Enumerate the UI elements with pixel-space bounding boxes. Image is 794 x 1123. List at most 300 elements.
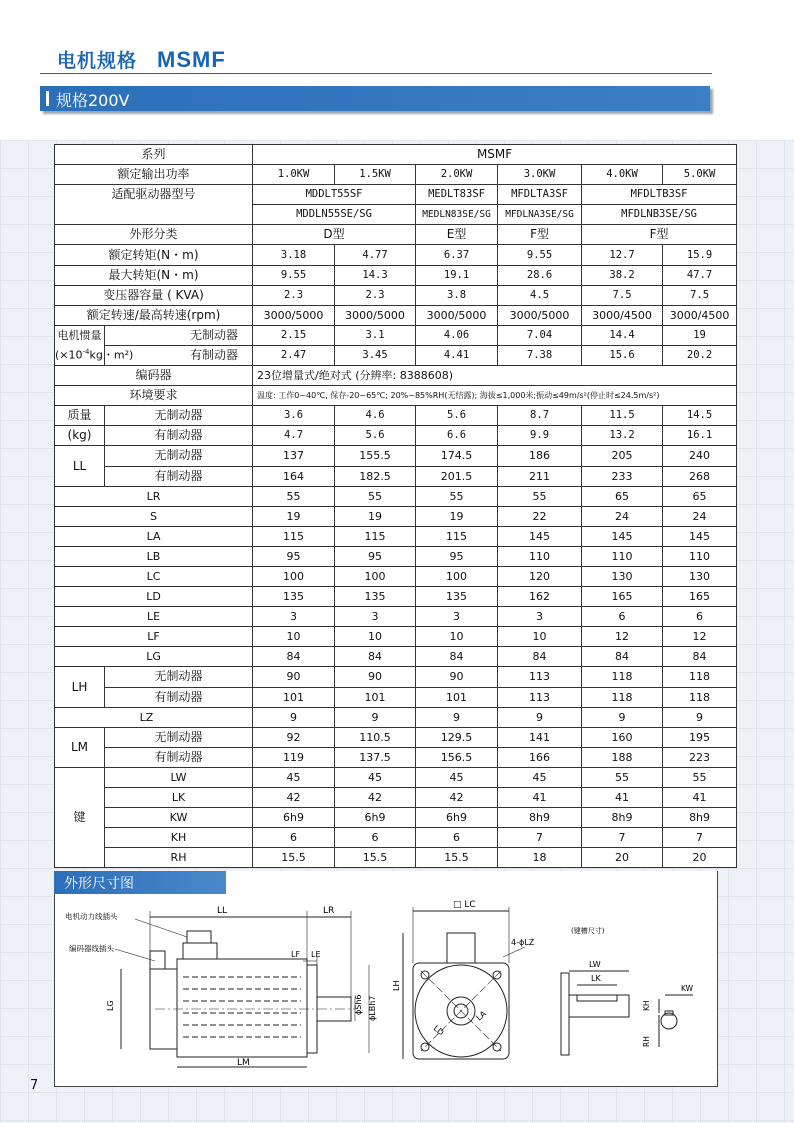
lh-nb-cell: 118 [582,667,663,687]
lz-cell: 9 [663,707,737,727]
dim-cell: 55 [253,486,335,506]
lh-wb-cell: 101 [416,687,498,707]
lh-wb-cell: 101 [253,687,335,707]
mass-with-brake-label: 有制动器 [105,426,253,446]
key-cell: 55 [663,767,737,787]
row-dim-la [55,526,737,546]
row-series [55,145,737,165]
key-cell: 45 [335,767,416,787]
key-cell: 20 [582,848,663,868]
mass-nb-cell: 14.5 [663,406,737,426]
row-shape [55,225,737,245]
ll-nb-cell: 205 [582,446,663,466]
inertia-nb-cell: 19 [663,325,737,345]
rated-torque-cell: 12.7 [582,245,663,265]
dim-label: LG [55,647,253,667]
inertia-wb-cell: 7.38 [498,345,582,365]
kva-cell: 7.5 [582,285,663,305]
dim-cell: 3 [253,607,335,627]
inertia-nb-cell: 7.04 [498,325,582,345]
mass-nb-cell: 4.6 [335,406,416,426]
inertia-wb-cell: 2.47 [253,345,335,365]
lm-with-brake-label: 有制动器 [105,747,253,767]
shape-label: 外形分类 [55,225,253,245]
lz-cell: 9 [582,707,663,727]
dim-cell: 10 [416,627,498,647]
dimension-drawing-area [54,871,718,1087]
dim-cell: 6 [582,607,663,627]
dim-cell: 84 [582,647,663,667]
ll-nb-cell: 240 [663,446,737,466]
driver-e-2: MEDLN83SE/SG [416,205,498,225]
mass-nb-cell: 3.6 [253,406,335,426]
dim-cell: 19 [416,506,498,526]
la-dim-label: LA [474,1009,489,1023]
lb-dim-label: ϕLBh7 [368,995,377,1021]
ll-label: LL [55,446,105,486]
key-cell: 6 [335,828,416,848]
mass-nb-cell: 5.6 [416,406,498,426]
lz-cell: 9 [253,707,335,727]
row-key-kw [55,808,737,828]
rated-torque-cell: 9.55 [498,245,582,265]
series-value: MSMF [253,145,737,165]
ll-wb-cell: 201.5 [416,466,498,486]
inertia-nb-cell: 3.1 [335,325,416,345]
speed-cell: 3000/5000 [335,305,416,325]
s-dim-label: ϕSh6 [354,994,363,1015]
dim-cell: 84 [498,647,582,667]
dim-cell: 84 [663,647,737,667]
row-mass-wb [55,426,737,446]
keyway [577,995,617,1001]
lm-nb-cell: 92 [253,727,335,747]
lh-wb-cell: 118 [663,687,737,707]
dim-cell: 130 [582,566,663,586]
key-cell: 6h9 [253,808,335,828]
row-inertia-nb [55,325,737,345]
dim-cell: 110 [582,546,663,566]
dim-cell: 162 [498,587,582,607]
dim-cell: 100 [253,566,335,586]
row-dim-lg [55,647,737,667]
lh-with-brake-label: 有制动器 [105,687,253,707]
inertia-wb-cell: 4.41 [416,345,498,365]
kva-label: 变压器容量 ( KVA) [55,285,253,305]
ll-nb-cell: 155.5 [335,446,416,466]
ll-wb-cell: 268 [663,466,737,486]
section-marker [46,91,49,106]
dim-cell: 84 [416,647,498,667]
dim-cell: 84 [335,647,416,667]
row-encoder [55,366,737,386]
row-key-kh [55,828,737,848]
lz-cell: 9 [335,707,416,727]
key-dim-label: KH [105,828,253,848]
kva-cell: 7.5 [663,285,737,305]
dim-cell: 130 [663,566,737,586]
key-label: 键 [55,767,105,867]
lk-dim-label: LK [591,974,601,983]
key-dim-label: KW [105,808,253,828]
power-connector [183,943,217,959]
key-cell: 6h9 [335,808,416,828]
power-cell: 1.0KW [253,165,335,185]
key-cell: 8h9 [498,808,582,828]
mass-wb-cell: 5.6 [335,426,416,446]
dim-label: LB [55,546,253,566]
dim-cell: 55 [416,486,498,506]
power-connector-cap [187,931,211,943]
power-cell: 5.0KW [663,165,737,185]
max-torque-cell: 9.55 [253,265,335,285]
dim-label: LF [55,627,253,647]
lh-nb-cell: 118 [663,667,737,687]
key-flange [561,973,569,1055]
row-dim-lf [55,627,737,647]
mass-label-2: (kg) [55,426,105,446]
row-lm-wb [55,747,737,767]
dim-cell: 55 [498,486,582,506]
kw-dim-label: KW [681,984,694,993]
dim-cell: 3 [335,607,416,627]
row-kva [55,285,737,305]
section-title: 规格200V [56,91,130,110]
key-cell: 8h9 [663,808,737,828]
lh-dim-label: LH [392,980,401,991]
shape-d: D型 [253,225,416,245]
speed-cell: 3000/5000 [253,305,335,325]
inertia-no-brake-label: 无制动器 [105,325,253,345]
lm-nb-cell: 129.5 [416,727,498,747]
inertia-unit-b: kg・m²) [89,348,134,362]
ll-nb-cell: 174.5 [416,446,498,466]
ll-wb-cell: 164 [253,466,335,486]
inertia-label-2 [55,344,134,364]
key-cell: 41 [582,788,663,808]
dim-cell: 115 [253,526,335,546]
dim-label: LE [55,607,253,627]
key-cell: 8h9 [582,808,663,828]
lz-label: LZ [55,707,253,727]
kh-dim-label: KH [642,1000,651,1011]
mass-wb-cell: 9.9 [498,426,582,446]
ll-nb-cell: 186 [498,446,582,466]
ll-wb-cell: 233 [582,466,663,486]
mass-label-1: 质量 [55,406,105,426]
lh-nb-cell: 90 [416,667,498,687]
key-cell: 15.5 [253,848,335,868]
ll-with-brake-label: 有制动器 [105,466,253,486]
dim-cell: 24 [582,506,663,526]
row-dim-s [55,506,737,526]
ll-no-brake-label: 无制动器 [105,446,253,466]
lh-label: LH [55,667,105,707]
driver-label: 适配驱动器型号 [55,185,253,225]
lw-dim-label: LW [589,960,601,969]
inertia-nb-cell: 2.15 [253,325,335,345]
dim-label: LA [55,526,253,546]
dim-cell: 12 [582,627,663,647]
driver-e-1: MEDLT83SF [416,185,498,205]
rated-torque-cell: 6.37 [416,245,498,265]
dim-cell: 165 [582,587,663,607]
rated-torque-cell: 4.77 [335,245,416,265]
dim-cell: 120 [498,566,582,586]
ll-wb-cell: 211 [498,466,582,486]
row-key-rh [55,848,737,868]
driver-f3-1: MFDLTA3SF [498,185,582,205]
dim-cell: 135 [335,587,416,607]
key-cell: 7 [498,828,582,848]
dim-label: S [55,506,253,526]
dim-cell: 10 [498,627,582,647]
row-lh-nb [55,667,737,687]
key-dim-label: LK [105,788,253,808]
mass-wb-cell: 4.7 [253,426,335,446]
env-label: 环境要求 [55,386,253,406]
key-cell: 42 [335,788,416,808]
inertia-wb-cell: 15.6 [582,345,663,365]
dim-cell: 145 [663,526,737,546]
key-cell: 42 [416,788,498,808]
dimension-drawing [55,871,717,1086]
dim-cell: 22 [498,506,582,526]
max-torque-cell: 28.6 [498,265,582,285]
key-dim-label: RH [105,848,253,868]
lm-no-brake-label: 无制动器 [105,727,253,747]
ll-wb-cell: 182.5 [335,466,416,486]
lh-wb-cell: 118 [582,687,663,707]
rated-torque-cell: 3.18 [253,245,335,265]
speed-label: 额定转速/最高转速(rpm) [55,305,253,325]
ll-dim-label: LL [217,906,228,916]
power-cell: 2.0KW [416,165,498,185]
speed-cell: 3000/4500 [582,305,663,325]
driver-f45-1: MFDLTB3SF [582,185,737,205]
key-cell: 7 [582,828,663,848]
speed-cell: 3000/5000 [416,305,498,325]
driver-f45-2: MFDLNB3SE/SG [582,205,737,225]
row-dim-lr [55,486,737,506]
kva-cell: 2.3 [253,285,335,305]
dim-cell: 12 [663,627,737,647]
mass-wb-cell: 16.1 [663,426,737,446]
motor-body [177,959,307,1057]
dim-cell: 95 [335,546,416,566]
key-cell: 45 [498,767,582,787]
row-dim-lc [55,566,737,586]
shape-f45: F型 [582,225,737,245]
row-key-lw [55,767,737,787]
inertia-unit-a: (×10 [55,348,83,362]
inertia-unit-sup: -4 [82,347,90,356]
dim-cell: 19 [253,506,335,526]
lm-nb-cell: 160 [582,727,663,747]
row-lm-nb [55,727,737,747]
lm-nb-cell: 141 [498,727,582,747]
kva-cell: 3.8 [416,285,498,305]
section-bar [40,86,710,111]
drawing-title-tab [54,871,226,894]
page-title-text: 电机规格 [57,50,138,72]
mass-no-brake-label: 无制动器 [105,406,253,426]
rated-torque-cell: 15.9 [663,245,737,265]
power-cell: 1.5KW [335,165,416,185]
row-ll-wb [55,466,737,486]
spec-table [54,144,737,868]
dim-cell: 135 [253,587,335,607]
row-dim-le [55,607,737,627]
driver-d-2: MDDLN55SE/SG [253,205,416,225]
row-speed [55,305,737,325]
dim-cell: 55 [335,486,416,506]
lm-nb-cell: 195 [663,727,737,747]
row-inertia-wb [55,345,737,365]
max-torque-cell: 19.1 [416,265,498,285]
key-cell: 7 [663,828,737,848]
inertia-label [55,325,134,365]
lm-wb-cell: 156.5 [416,747,498,767]
page-title-model: MSMF [157,47,226,72]
dim-cell: 145 [582,526,663,546]
kva-cell: 4.5 [498,285,582,305]
key-dim-label: LW [105,767,253,787]
rh-dim-label: RH [642,1036,651,1047]
dim-label: LR [55,486,253,506]
dim-cell: 115 [335,526,416,546]
lm-wb-cell: 137.5 [335,747,416,767]
speed-cell: 3000/5000 [498,305,582,325]
kva-cell: 2.3 [335,285,416,305]
lm-wb-cell: 188 [582,747,663,767]
lm-wb-cell: 223 [663,747,737,767]
key-cell: 55 [582,767,663,787]
dim-cell: 110 [498,546,582,566]
key-cell: 18 [498,848,582,868]
key-cell: 41 [663,788,737,808]
series-label: 系列 [55,145,253,165]
inertia-wb-cell: 20.2 [663,345,737,365]
ld-dim-label: LD [431,1023,446,1038]
inertia-with-brake-label: 有制动器 [105,345,253,365]
max-torque-label: 最大转矩(N・m) [55,265,253,285]
inertia-nb-cell: 4.06 [416,325,498,345]
ll-nb-cell: 137 [253,446,335,466]
dim-cell: 110 [663,546,737,566]
row-rated-torque [55,245,737,265]
dim-cell: 65 [582,486,663,506]
mass-nb-cell: 8.7 [498,406,582,426]
lm-nb-cell: 110.5 [335,727,416,747]
key-cell: 6 [416,828,498,848]
dim-cell: 10 [335,627,416,647]
dim-cell: 84 [253,647,335,667]
env-value: 温度: 工作0~40℃, 保存-20~65℃; 20%~85%RH(无结露); 海拔≤1,000米;振动≤49m/s²(停止时≤24.5m/s²) [253,386,737,406]
row-lh-wb [55,687,737,707]
front-connector [447,933,475,963]
page-number: 7 [30,1078,39,1093]
encoder-connector-label: 编码器线插头 [69,944,114,953]
lm-dim-label: LM [237,1058,250,1068]
lh-wb-cell: 113 [498,687,582,707]
mass-wb-cell: 13.2 [582,426,663,446]
max-torque-cell: 38.2 [582,265,663,285]
row-env [55,386,737,406]
driver-f3-2: MFDLNA3SE/SG [498,205,582,225]
row-lz [55,707,737,727]
lh-nb-cell: 113 [498,667,582,687]
key-cell: 20 [663,848,737,868]
dim-label: LC [55,566,253,586]
shape-f3: F型 [498,225,582,245]
dim-cell: 145 [498,526,582,546]
lr-dim-label: LR [323,906,335,916]
dim-cell: 135 [416,587,498,607]
drawing-title: 外形尺寸图 [64,876,134,892]
row-dim-ld [55,587,737,607]
encoder-label: 编码器 [55,366,253,386]
row-dim-lb [55,546,737,566]
lm-wb-cell: 119 [253,747,335,767]
key-cell: 6h9 [416,808,498,828]
lg-dim-label: LG [106,1000,115,1011]
dim-cell: 165 [663,587,737,607]
mass-nb-cell: 11.5 [582,406,663,426]
dim-cell: 100 [335,566,416,586]
rated-torque-label: 额定转矩(N・m) [55,245,253,265]
inertia-label-1: 电机惯量 [57,328,102,342]
key-cell: 42 [253,788,335,808]
power-cell: 3.0KW [498,165,582,185]
row-max-torque [55,265,737,285]
dim-cell: 10 [253,627,335,647]
dim-cell: 65 [663,486,737,506]
power-label: 额定输出功率 [55,165,253,185]
shape-e: E型 [416,225,498,245]
lh-no-brake-label: 无制动器 [105,667,253,687]
page-title [57,46,226,73]
key-cell: 45 [253,767,335,787]
lm-label: LM [55,727,105,767]
title-rule [40,73,712,74]
lz-cell: 9 [416,707,498,727]
dim-cell: 24 [663,506,737,526]
row-ll-nb [55,446,737,466]
lz-cell: 9 [498,707,582,727]
encoder-value: 23位增量式/绝对式 (分辨率: 8388608) [253,366,737,386]
lc-dim-label: □ LC [453,900,476,910]
inertia-nb-cell: 14.4 [582,325,663,345]
key-shaft [569,995,629,1017]
dim-cell: 100 [416,566,498,586]
max-torque-cell: 14.3 [335,265,416,285]
dim-label: LD [55,587,253,607]
dim-cell: 95 [416,546,498,566]
dim-cell: 3 [416,607,498,627]
row-power [55,165,737,185]
lh-wb-cell: 101 [335,687,416,707]
key-cell: 41 [498,788,582,808]
speed-cell: 3000/4500 [663,305,737,325]
lm-wb-cell: 166 [498,747,582,767]
lh-nb-cell: 90 [335,667,416,687]
dim-cell: 19 [335,506,416,526]
dim-cell: 6 [663,607,737,627]
dim-cell: 3 [498,607,582,627]
key-cell: 15.5 [335,848,416,868]
dim-cell: 115 [416,526,498,546]
